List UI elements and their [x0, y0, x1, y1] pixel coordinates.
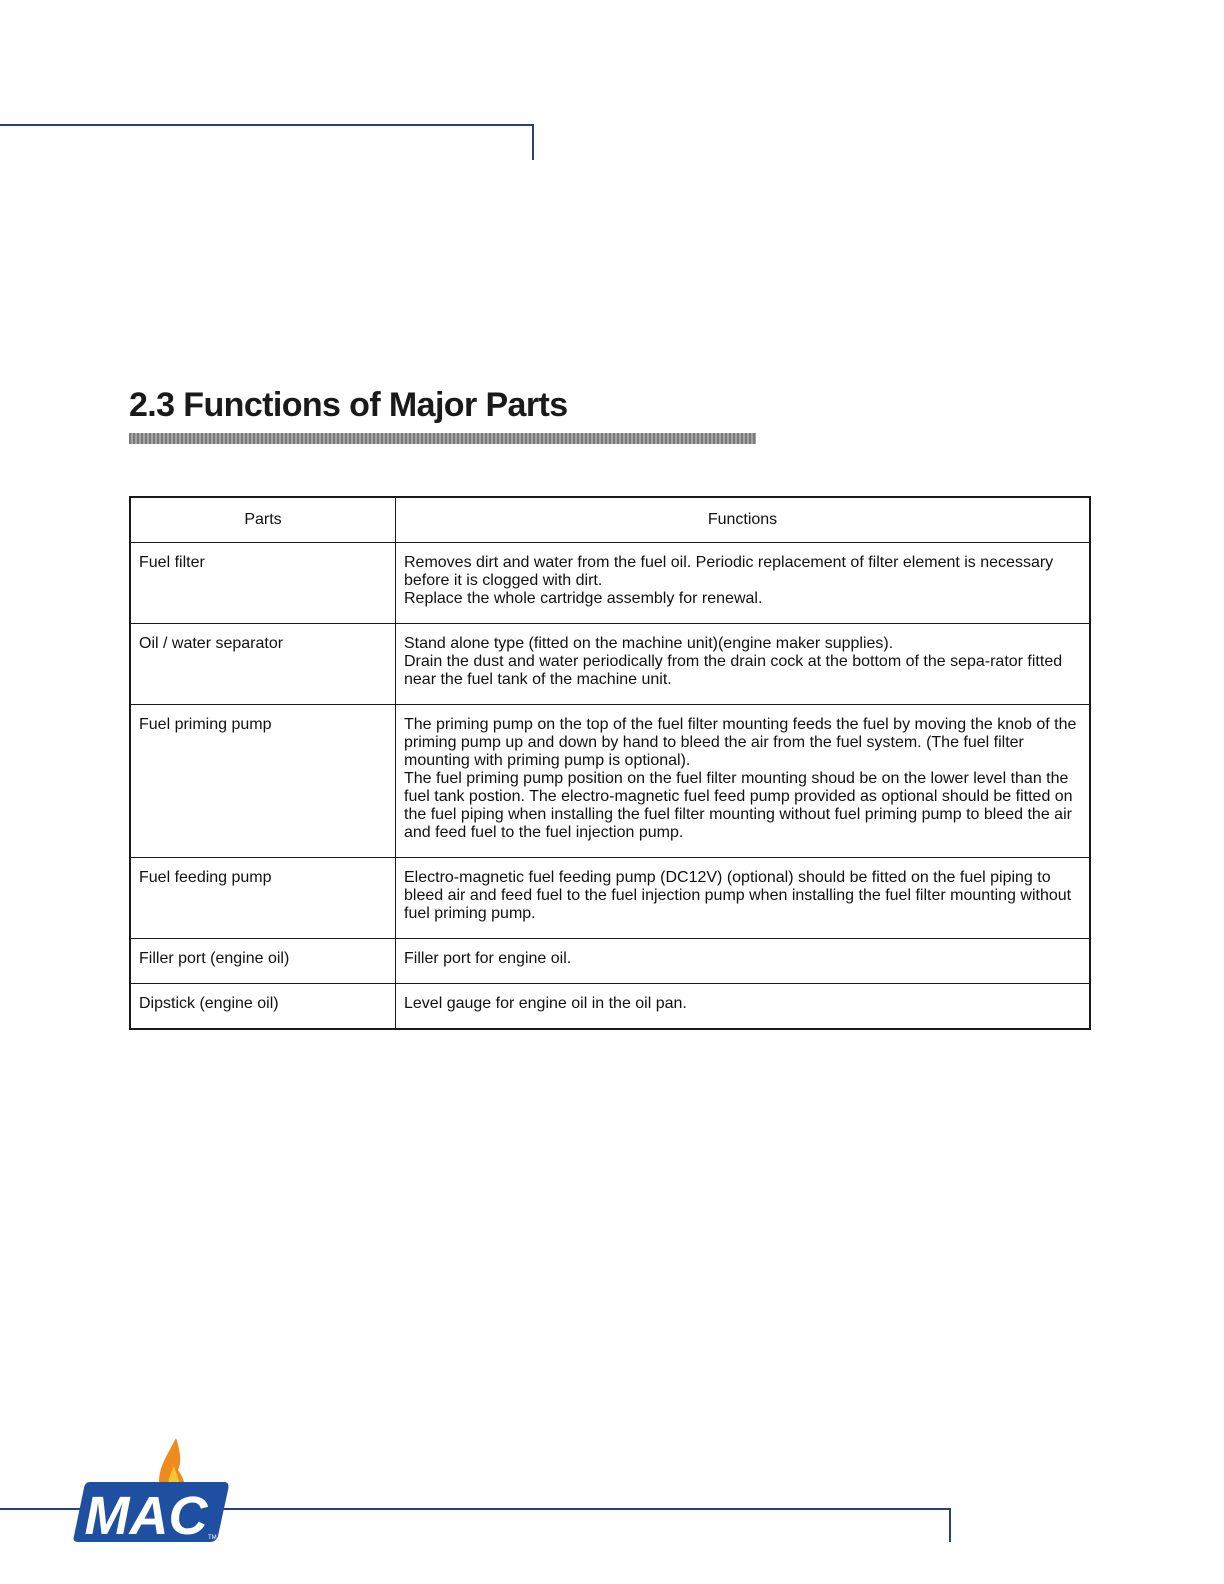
function-line: Drain the dust and water periodically from the drain cock at the bottom of the sepa-rator fitted near the fuel tank of the machine unit. [404, 653, 1063, 688]
function-line: Replace the whole cartridge assembly for renewal. [404, 590, 763, 607]
table-row [130, 705, 1090, 858]
part-function [396, 543, 1091, 624]
function-line: Electro-magnetic fuel feeding pump (DC12V) (optional) should be fitted on the fuel piping to bleed air and feed fuel to the fuel injection pump when installing the fuel filter mounting without fuel priming pump. [404, 869, 1072, 922]
mac-logo [70, 1436, 232, 1544]
parts-functions-table [129, 496, 1091, 1030]
function-line: Stand alone type (fitted on the machine unit)(engine maker supplies). [404, 635, 894, 652]
function-line: The priming pump on the top of the fuel filter mounting feeds the fuel by moving the knob of the priming pump up and down by hand to bleed the air from the fuel system. (The fuel filter mounting with priming pump is optional). [404, 716, 1077, 769]
table-row [130, 939, 1090, 984]
footer-rule-tick [949, 1508, 951, 1542]
title-underline-bar [129, 433, 756, 444]
function-line: Removes dirt and water from the fuel oil. Periodic replacement of filter element is necessary before it is clogged with dirt. [404, 554, 1054, 589]
part-function [396, 624, 1091, 705]
part-name: Fuel priming pump [130, 705, 396, 858]
header-rule [0, 124, 534, 126]
part-function [396, 939, 1091, 984]
part-function [396, 984, 1091, 1030]
function-line: The fuel priming pump position on the fuel filter mounting shoud be on the lower level than the fuel tank postion. The electro-magnetic fuel feed pump provided as optional should be fitted on the fuel piping when installing the fuel filter mounting without fuel priming pump to bleed the air and feed fuel to the fuel injection pump. [404, 770, 1073, 841]
header-functions: Functions [396, 497, 1091, 543]
header-rule-tick [532, 124, 534, 160]
function-line: Filler port for engine oil. [404, 950, 572, 967]
table-row [130, 624, 1090, 705]
part-function [396, 705, 1091, 858]
table-row [130, 858, 1090, 939]
part-name: Oil / water separator [130, 624, 396, 705]
table-row [130, 984, 1090, 1030]
logo-wordmark: MAC [84, 1486, 208, 1544]
part-name: Filler port (engine oil) [130, 939, 396, 984]
header-parts: Parts [130, 497, 396, 543]
section-title: 2.3 Functions of Major Parts [129, 386, 568, 424]
table-row [130, 543, 1090, 624]
part-name: Dipstick (engine oil) [130, 984, 396, 1030]
part-name: Fuel filter [130, 543, 396, 624]
table-header-row [130, 497, 1090, 543]
part-function [396, 858, 1091, 939]
part-name: Fuel feeding pump [130, 858, 396, 939]
function-line: Level gauge for engine oil in the oil pan. [404, 995, 687, 1012]
logo-trademark: TM [208, 1535, 217, 1541]
